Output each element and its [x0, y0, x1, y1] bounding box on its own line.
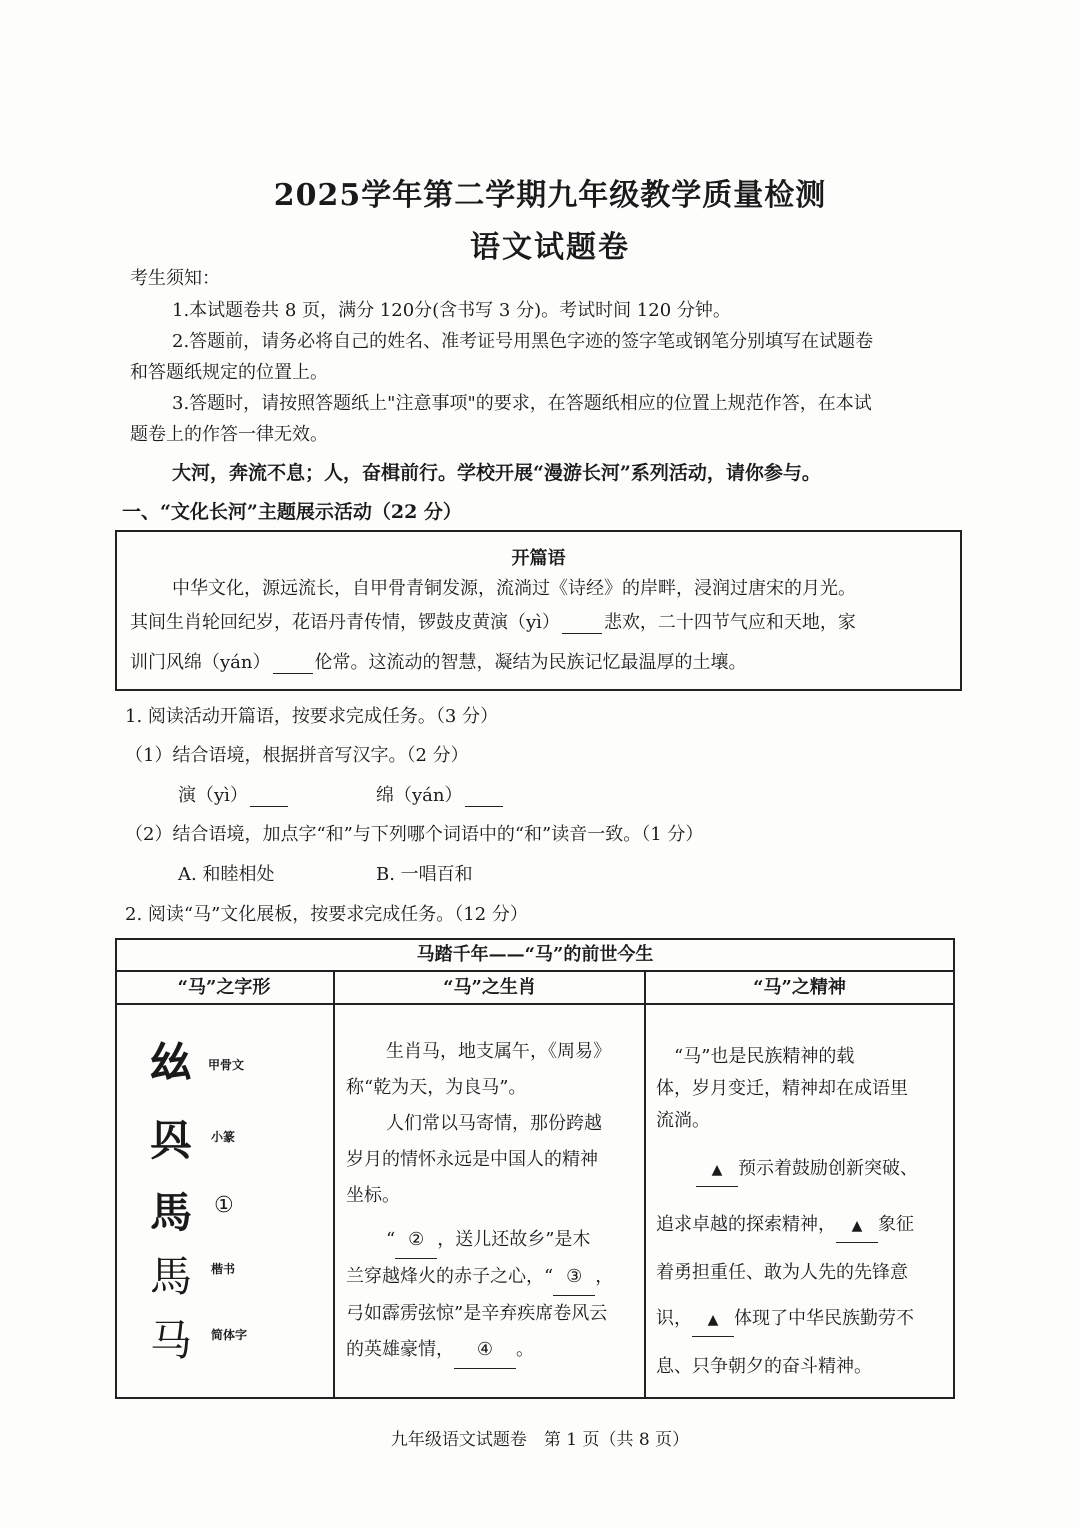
table-divider — [644, 970, 646, 1397]
intro-line-1: 中华文化，源远流长，自甲骨青铜发源，流淌过《诗经》的岸畔，浸润过唐宋的月光。 — [172, 578, 856, 599]
intro-line-2 — [130, 612, 856, 634]
column-header-spirit: “马”之精神 — [753, 977, 846, 998]
table-divider — [115, 970, 955, 972]
zodiac-p3-l1-rest: ，送儿还故乡”是木 — [437, 1229, 591, 1250]
notice-item-3-line-1: 3.答题时，请按照答题纸上"注意事项"的要求，在答题纸相应的位置上规范作答，在本试 — [172, 393, 872, 414]
quote-mark: “ — [386, 1229, 396, 1250]
theme-line: 大河，奔流不息；人，奋楫前行。学校开展“漫游长河”系列活动，请你参与。 — [172, 462, 821, 484]
intro-line-3 — [130, 652, 747, 674]
clerical-glyph: 馬 — [150, 1188, 193, 1237]
spirit-l4 — [656, 1153, 948, 1187]
zodiac-p1-l1: 生肖马，地支属午，《周易》 — [386, 1041, 611, 1062]
intro-title: 开篇语 — [511, 548, 566, 569]
column-header-glyph: “马”之字形 — [177, 977, 271, 998]
zodiac-p3-l1 — [346, 1222, 638, 1259]
spirit-l5-a: 追求卓越的探索精神， — [656, 1214, 836, 1235]
spirit-text — [656, 1041, 948, 1383]
spirit-l7-a: 识， — [656, 1308, 692, 1329]
zodiac-p1-l2: 称“乾为天，为良马”。 — [346, 1077, 527, 1098]
question-1-answer-2 — [376, 785, 505, 807]
exam-title: 2025学年第二学期九年级教学质量检测 — [273, 178, 827, 213]
option-a: A. 和睦相处 — [178, 864, 275, 885]
glyph-blank-marker: ① — [214, 1193, 234, 1218]
question-1-sub-2: （2）结合语境，加点字“和”与下列哪个词语中的“和”读音一致。（1 分） — [125, 824, 704, 845]
notice-heading: 考生须知： — [130, 268, 220, 289]
zodiac-p3-l3: 弓如霹雳弦惊”是辛弃疾席卷风云 — [346, 1303, 608, 1324]
glyph-label: 楷书 — [211, 1262, 236, 1276]
intro-line-2-b: 悲欢，二十四节气应和天地，家 — [603, 612, 856, 633]
intro-line-3-b: 伦常。这流动的智慧，凝结为民族记忆最温厚的土壤。 — [314, 652, 747, 673]
page-footer: 九年级语文试题卷 第 1 页（共 8 页） — [390, 1430, 690, 1450]
simplified-glyph: 马 — [150, 1316, 193, 1365]
spirit-l6: 着勇担重任、敢为人先的先锋意 — [656, 1262, 908, 1283]
question-2-stem: 2. 阅读“马”文化展板，按要求完成任务。（12 分） — [125, 904, 528, 925]
spirit-l7 — [656, 1303, 948, 1337]
column-header-zodiac: “马”之生肖 — [443, 977, 536, 998]
spirit-l8: 息、只争朝夕的奋斗精神。 — [656, 1356, 872, 1377]
seal-script-glyph: 㒷 — [150, 1116, 193, 1165]
exam-subtitle: 语文试题卷 — [470, 230, 630, 265]
answer-2-label: 绵（yán） — [376, 785, 463, 806]
blank-4: ④ — [454, 1332, 516, 1369]
answer-blank — [250, 788, 288, 807]
zodiac-p3-l2-a: 兰穿越烽火的赤子之心，“ — [346, 1266, 554, 1287]
intro-line-2-a: 其间生肖轮回纪岁，花语丹青传情，锣鼓皮黄演（yì） — [130, 612, 560, 633]
spirit-l3: 流淌。 — [656, 1110, 710, 1131]
spirit-l2: 体，岁月变迁，精神却在成语里 — [656, 1078, 908, 1099]
board-title: 马踏千年——“马”的前世今生 — [416, 944, 654, 965]
option-b: B. 一唱百和 — [376, 864, 473, 885]
regular-script-glyph: 馬 — [150, 1252, 193, 1301]
triangle-blank: ▲ — [836, 1210, 878, 1243]
zodiac-p3-l2 — [346, 1259, 638, 1296]
notice-item-2-line-1: 2.答题前，请务必将自己的姓名、准考证号用黑色字迹的签字笔或钢笔分别填写在试题卷 — [172, 331, 874, 352]
question-1-sub-1: （1）结合语境，根据拼音写汉字。（2 分） — [125, 745, 469, 766]
notice-item-2-line-2: 和答题纸规定的位置上。 — [130, 362, 328, 383]
zodiac-p2-l1: 人们常以马寄情，那份跨越 — [386, 1113, 602, 1134]
blank-3: ③ — [553, 1259, 595, 1296]
spirit-l5 — [656, 1209, 948, 1243]
answer-blank — [273, 655, 313, 674]
zodiac-text — [346, 1034, 638, 1369]
section-1-heading: 一、“文化长河”主题展示活动（22 分） — [122, 501, 462, 523]
zodiac-p3-l4-a: 的英雄豪情， — [346, 1339, 454, 1360]
question-1-answer-1 — [178, 785, 290, 807]
table-divider — [333, 970, 335, 1397]
answer-blank — [465, 788, 503, 807]
zodiac-p3-l2-b: ， — [595, 1266, 614, 1287]
question-1-stem: 1. 阅读活动开篇语，按要求完成任务。（3 分） — [125, 706, 499, 727]
spirit-l7-b: 体现了中华民族勤劳不 — [734, 1308, 914, 1329]
oracle-bone-glyph: 𢆶 — [150, 1038, 193, 1087]
triangle-blank: ▲ — [696, 1154, 738, 1187]
spirit-l4-text: 预示着鼓励创新突破、 — [738, 1158, 918, 1179]
zodiac-p2-l3: 坐标。 — [346, 1185, 400, 1206]
notice-item-1: 1.本试题卷共 8 页，满分 120分(含书写 3 分)。考试时间 120 分钟。 — [172, 300, 731, 321]
zodiac-p2-l2: 岁月的情怀永远是中国人的精神 — [346, 1149, 598, 1170]
spirit-l5-b: 象征 — [878, 1214, 914, 1235]
glyph-label: 简体字 — [211, 1328, 248, 1342]
spirit-l1: “马”也是民族精神的载 — [674, 1046, 855, 1067]
glyph-label: 小篆 — [211, 1130, 236, 1144]
notice-item-3-line-2: 题卷上的作答一律无效。 — [130, 424, 328, 445]
blank-2: ② — [395, 1222, 437, 1259]
triangle-blank: ▲ — [692, 1304, 734, 1337]
intro-line-3-a: 训门风绵（yán） — [130, 652, 271, 673]
answer-blank — [562, 615, 602, 634]
glyph-label: 甲骨文 — [208, 1058, 245, 1072]
zodiac-p3-l4 — [346, 1332, 638, 1369]
zodiac-p3-l4-b: 。 — [516, 1339, 534, 1360]
table-divider — [115, 1003, 955, 1005]
answer-1-label: 演（yì） — [178, 785, 248, 806]
